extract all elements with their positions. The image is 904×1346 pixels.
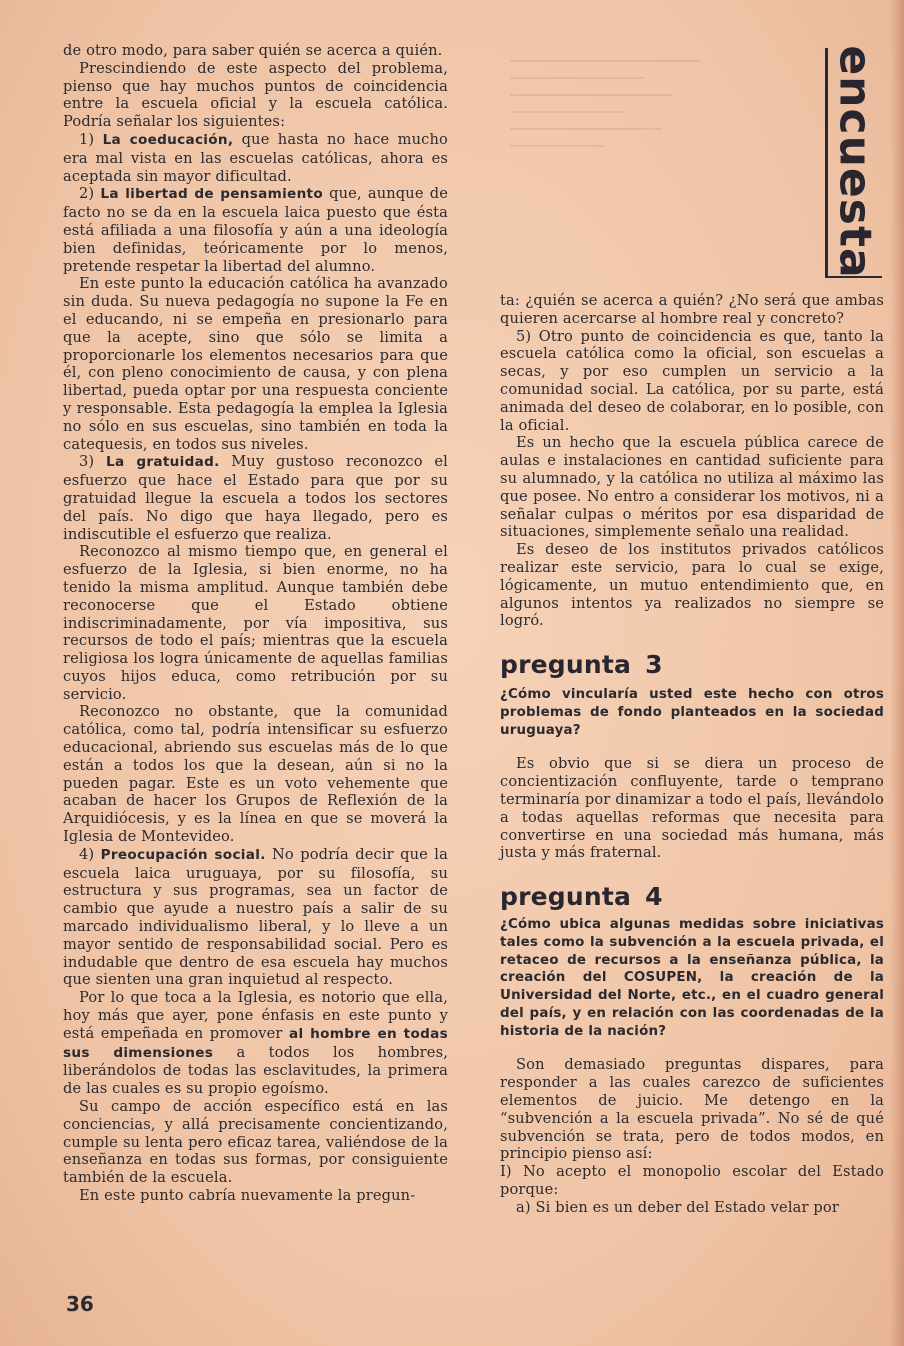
paragraph: ta: ¿quién se acerca a quién? ¿No será que ambas quieren acercarse al hombre real y concreto? — [500, 292, 884, 327]
paragraph: En este punto la educación católica ha avanzado sin duda. Su nueva pedagogía no supone la Fe en el educando, ni se empeña en presionarlo para que la acepte, sino que sólo se limita a proporcionarle los elementos necesarios para que él, con pleno conocimiento de causa, y con plena libertad, pueda optar por una respuesta conciente y responsable. Esta pedagogía la emplea la Iglesia no sólo en sus escuelas, sino también en toda la catequesis, en todos sus niveles. — [63, 275, 448, 453]
question-4-text: ¿Cómo ubica algunas medidas sobre iniciativas tales como la subvención a la escuela privada, el retaceo de recursos a la enseñanza pública, la creación del COSUPEN, la creación de la Universidad del Norte, etc., en el cuadro general del país, y en relación con las coordenadas de la historia de la nación? — [500, 916, 884, 1039]
list-item: 3) La gratuidad. Muy gustoso reconozco el esfuerzo que hace el Estado para que por su gratuidad llegue la escuela a todos los sectores del país. No digo que haya llegado, pero es indiscutible el esfuerzo que realiza. — [63, 453, 448, 543]
section-tab — [825, 45, 882, 279]
question-3-heading: pregunta 3 — [500, 650, 663, 680]
paragraph: Prescindiendo de este aspecto del problema, pienso que hay muchos puntos de coincidencia entre la escuela oficial y la escuela católica. Podría señalar los siguientes: — [63, 59, 448, 131]
paragraph: Por lo que toca a la Iglesia, es notorio que ella, hoy más que ayer, pone énfasis en este punto y está empeñada en promover al hombre en todas sus dimensiones a todos los hombres, liberándolos de todas las esclavitudes, la primera de las cuales es su propio egoísmo. — [63, 989, 448, 1098]
paragraph: Es deseo de los institutos privados católicos realizar este servicio, para lo cual se exige, lógicamente, un mutuo entendimiento que, en algunos intentos ya realizados no siempre se logró. — [500, 541, 884, 630]
paragraph: de otro modo, para saber quién se acerca a quién. — [63, 42, 443, 59]
list-item-I: I) No acepto el monopolio escolar del Estado porque: — [500, 1163, 884, 1199]
paragraph: 5) Otro punto de coincidencia es que, tanto la escuela católica como la oficial, son escuelas a secas, y por eso cumplen un servicio a la comunidad social. La católica, por su parte, está animada del deseo de colaborar, en lo posible, con la oficial. — [500, 327, 884, 434]
paragraph: En este punto cabría nuevamente la pregun- — [79, 1187, 416, 1204]
section-label: encuesta — [829, 45, 881, 279]
paragraph: Reconozco al mismo tiempo que, en general el esfuerzo de la Iglesia, si bien enorme, no ha tenido la misma amplitud. Aunque también debe reconocerse que el Estado obtiene indiscriminadamente, por vía impositiva, sus recursos de todo el país; mientras que la escuela religiosa los logra únicamente de aquellas familias cuyos hijos educa, como retribución por su servicio. — [63, 543, 448, 703]
list-item: 1) La coeducación, que hasta no hace mucho era mal vista en las escuelas católicas, ahora es aceptada sin mayor dificultad. — [63, 130, 448, 185]
question-4-heading: pregunta 4 — [500, 882, 663, 912]
left-column — [63, 42, 448, 1205]
list-item-a: a) Si bien es un deber del Estado velar por — [516, 1198, 839, 1216]
paragraph: Reconozco no obstante, que la comunidad católica, como tal, podría intensificar su esfuerzo educacional, abriendo sus escuelas más de lo que están a todos los que la desean, aún si no la pueden pagar. Este es un voto vehemente que acaban de hacer los Grupos de Reflexión de la Arquidiócesis, y es la línea en que se moverá la Iglesia de Montevideo. — [63, 703, 448, 846]
page-number: 36 — [66, 1292, 94, 1316]
answer-3: Es obvio que si se diera un proceso de concientización confluyente, tarde o temprano terminaría por dinamizar a todo el país, llevándolo a todas aquellas reformas que necesita para convertirse en una sociedad más humana, más justa y más fraternal. — [500, 755, 884, 862]
paragraph: Es un hecho que la escuela pública carece de aulas e instalaciones en cantidad suficiente para su alumnado, y la católica no utiliza al máximo las que posee. No entro a considerar los motivos, ni a señalar culpas o méritos por esa disparidad de situaciones, simplemente señalo una realidad. — [500, 434, 884, 541]
bleed-through-text — [510, 45, 700, 225]
paragraph: Su campo de acción específico está en las conciencias, y allá precisamente concientizando, cumple su lenta pero eficaz tarea, valiéndose de la enseñanza en todas sus formas, por consiguiente también de la escuela. — [63, 1098, 448, 1187]
list-item: 2) La libertad de pensamiento que, aunque de facto no se da en la escuela laica puesto que ésta está afiliada a una filosofía y aún a una ideología bien definidas, teóricamente por lo menos, pretende respetar la libertad del alumno. — [63, 185, 449, 275]
answer-4: Son demasiado preguntas dispares, para responder a las cuales carezco de suficientes elementos de juicio. Me detengo en la “subvención a la escuela privada”. No sé de qué subvención se trata, pero de todos modos, en principio pienso así: — [500, 1056, 884, 1163]
right-column — [500, 292, 884, 1217]
list-item: 4) Preocupación social. No podría decir que la escuela laica uruguaya, por su filosofía, su estructura y sus programas, sea un factor de cambio que ayude a nuestro país a salir de su marcado individualismo liberal, y lo lleve a un mayor sentido de responsabilidad social. Pero es indudable que dentro de esa escuela hay muchos que sienten una gran inquietud al respecto. — [63, 845, 448, 989]
question-3-text: ¿Cómo vincularía usted este hecho con otros problemas de fondo planteados en la sociedad uruguaya? — [500, 686, 884, 738]
